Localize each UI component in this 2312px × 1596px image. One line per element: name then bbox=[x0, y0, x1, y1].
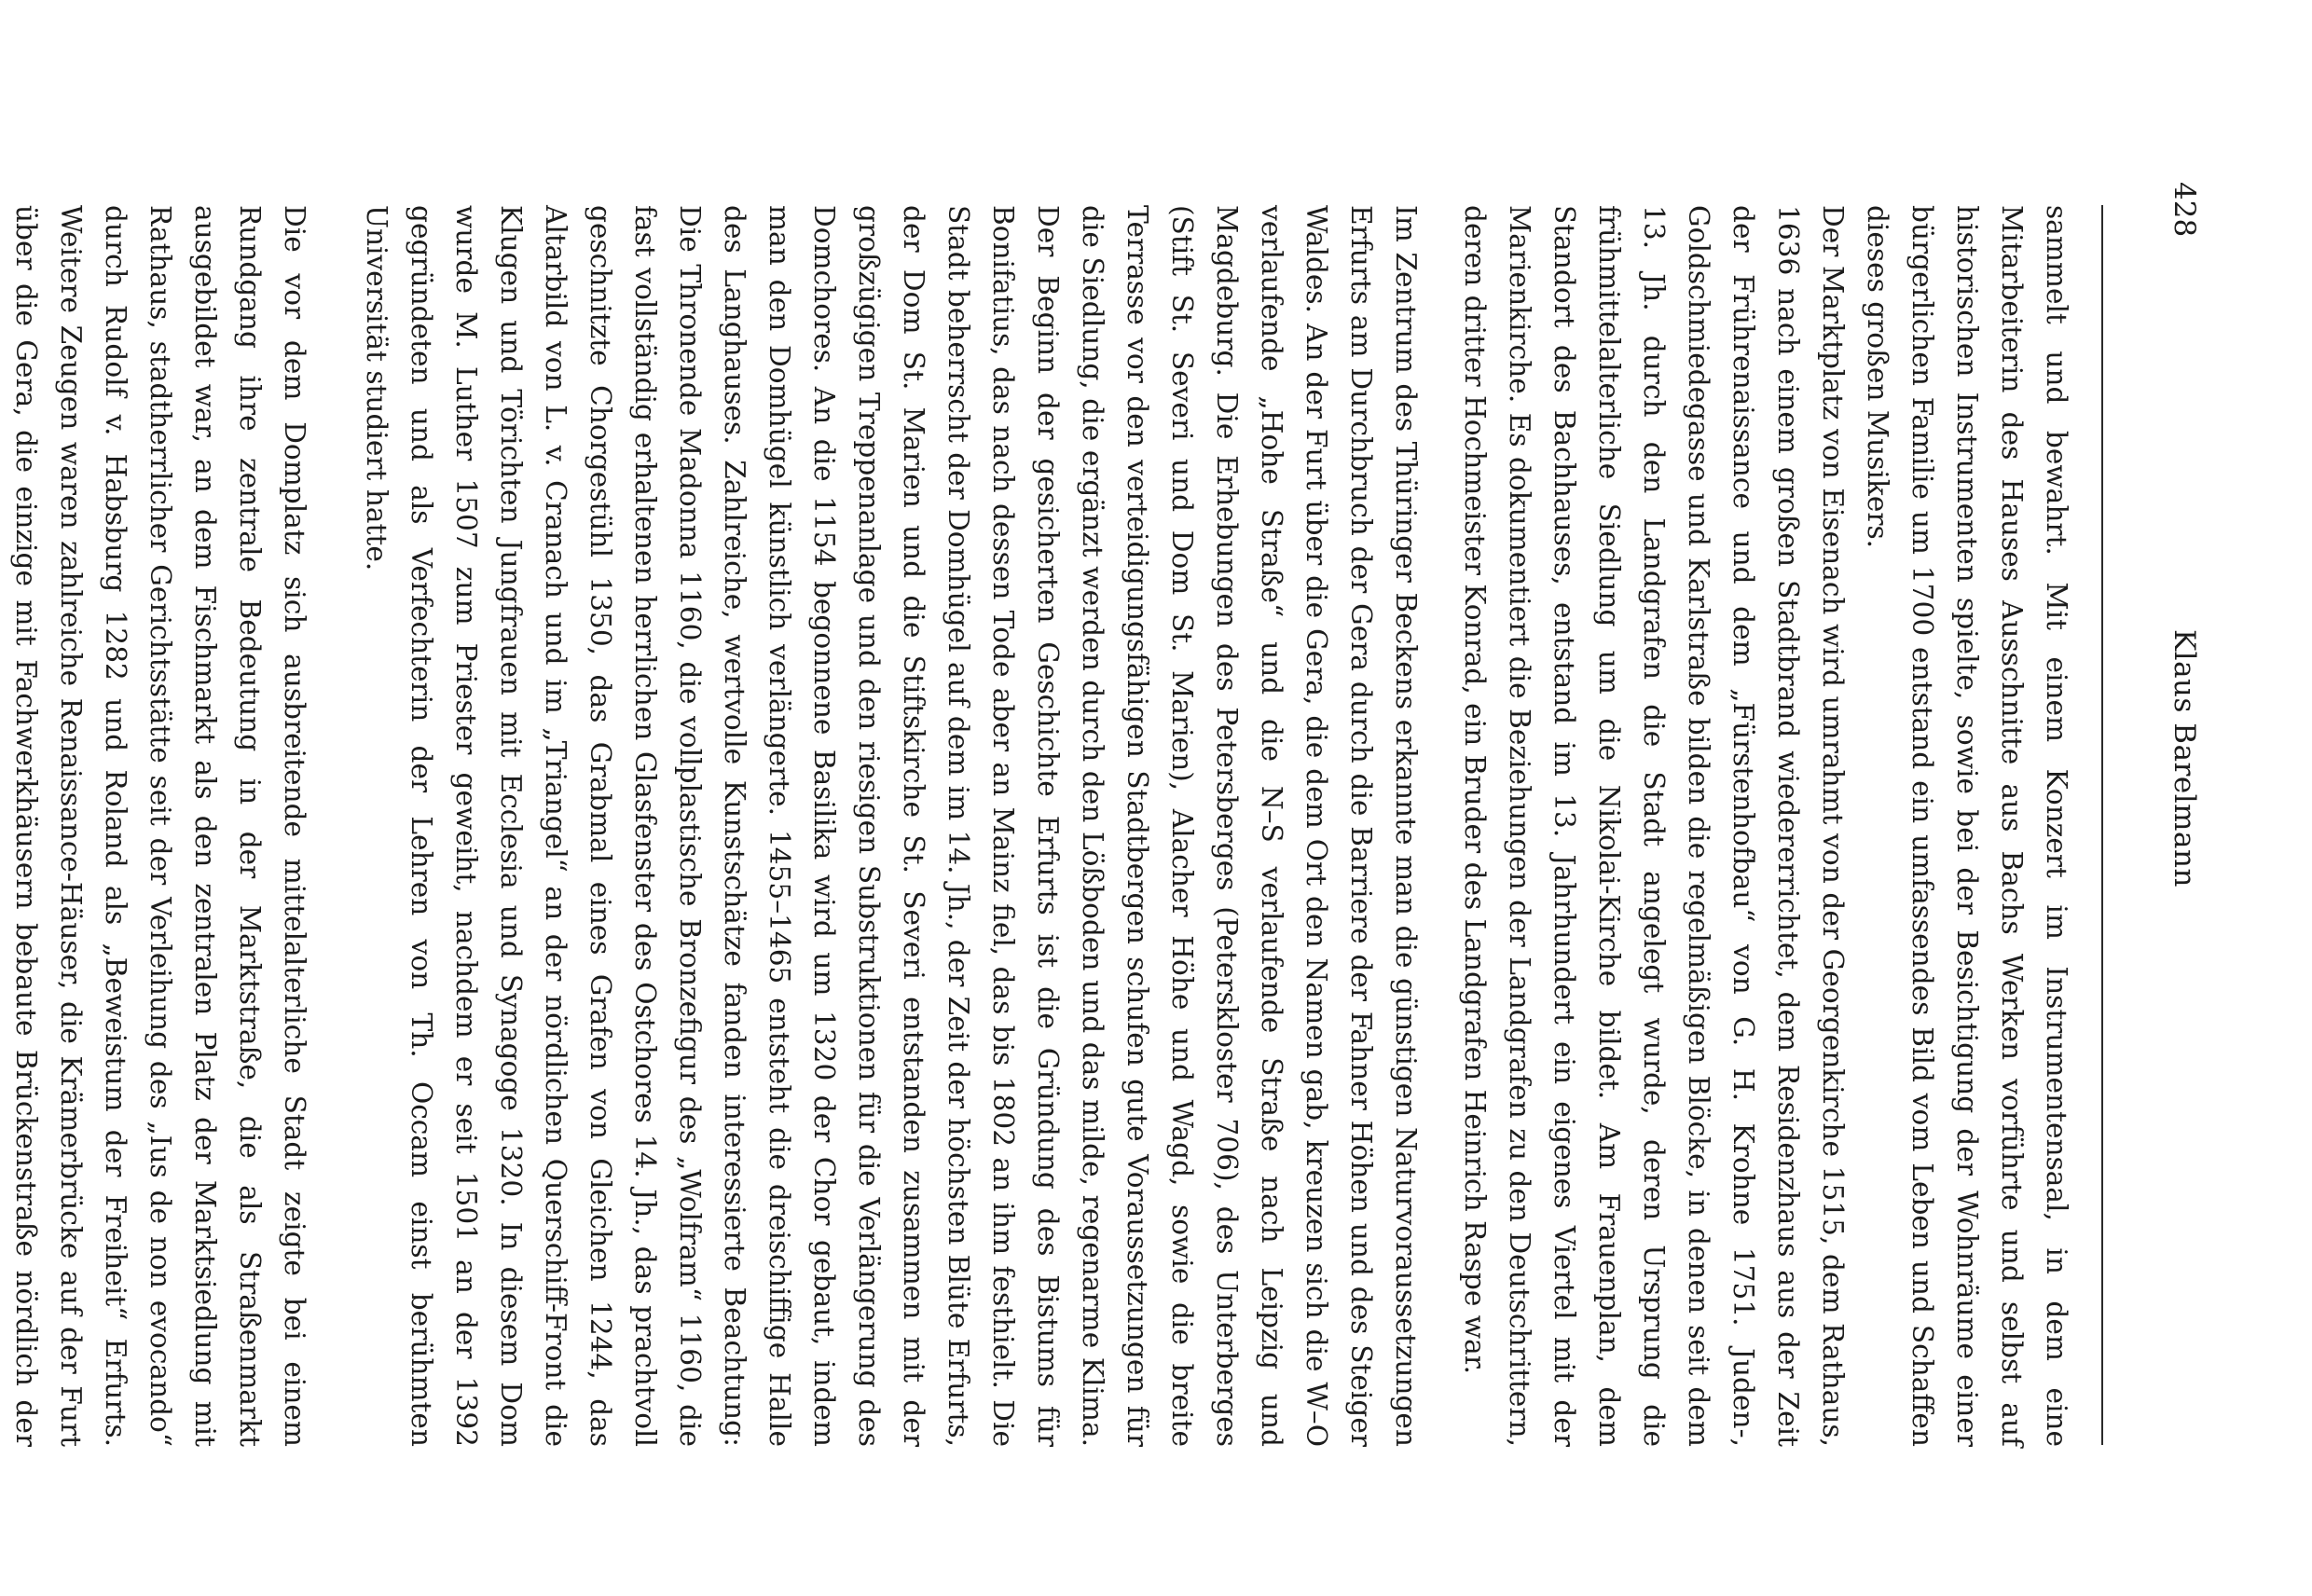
header-rule bbox=[2101, 205, 2103, 1445]
paragraph-erfurt-altstadt: Die vor dem Domplatz sich ausbreitende mittelalterliche Stadt zeigte bei einem Rundgang ihre zentrale Bedeutung in der Marktstraße, die als Straßenmarkt ausgebildet war, an dem Fischmarkt als den zentralen Platz der Marktsiedlung mit Rathaus, stadtherrlicher Gerichtsstätte seit der Verleihung des „Ius de non evocando“ durch Rudolf v. Habsburg 1282 und Roland als „Beweistum der Freiheit“ Erfurts. Weitere Zeugen waren zahlreiche Renaissance-Häuser, die Krämerbrücke auf der Furt über die Gera, die einzige mit Fachwerkhäusern bebaute Brückenstraße nördlich der bbox=[10, 205, 310, 1447]
running-head-author: Klaus Barelmann bbox=[2168, 629, 2201, 887]
page-number: 428 bbox=[2168, 182, 2201, 238]
paragraph-eisenach-marktplatz: Der Marktplatz von Eisenach wird umrahmt von der Georgenkirche 1515, dem Rathaus, 1636 nach einem großen Stadtbrand wiedererrichtet, dem Residenzhaus aus der Zeit der Frührenaissance und dem „Fürstenhofbau“ von G. H. Krohne 1751. Juden-, Goldschmiedegasse und Karlstraße bilden die regelmäßigen Blöcke, in denen seit dem 13. Jh. durch den Landgrafen die Stadt angelegt wurde, deren Ursprung die frühmittelalterliche Siedlung um die Nikolai-Kirche bildet. Am Frauenplan, dem Standort des Bachhauses, entstand im 13. Jahrhundert ein eigenes Viertel mit der Marienkirche. Es dokumentiert die Beziehungen der Landgrafen zu den Deutschrittern, deren dritter Hochmeister Konrad, ein Bruder des Landgrafen Heinrich Raspe war. bbox=[1459, 205, 1849, 1447]
paragraph-erfurt-dom: Im Zentrum des Thüringer Beckens erkannte man die günstigen Naturvoraussetzungen Erfurts am Durchbruch der Gera durch die Barriere der Fahner Höhen und des Steiger Waldes. An der Furt über die Gera, die dem Ort den Namen gab, kreuzen sich die W–O verlaufende „Hohe Straße“ und die N–S verlaufende Straße nach Leipzig und Magdeburg. Die Erhebungen des Petersberges (Peterskloster 706), des Unterberges (Stift St. Severi und Dom St. Marien), Alacher Höhe und Wagd, sowie die breite Terrasse vor den verteidigungsfähigen Stadtbergen schufen gute Voraussetzungen für die Siedlung, die ergänzt werden durch den Lößboden und das milde, regenarme Klima. Der Beginn der gesicherten Geschichte Erfurts ist die Gründung des Bistums für Bonifatius, das nach dessen Tode aber an Mainz fiel, das bis 1802 an ihm festhielt. Die Stadt beherrscht der Domhügel auf dem im 14. Jh., der Zeit der höchsten Blüte Erfurts, der Dom St. Marien und die Stiftskirche St. Severi entstanden zusammen mit der großzügigen Treppenanlage und den riesigen Substruktionen für die Verlängerung des Domchores. An die 1154 begonnene Basilika wird um 1320 der Chor gebaut, indem man den Domhügel künstlich verlängerte. 1455–1465 entsteht die dreischiffige Halle des Langhauses. Zahlreiche, wertvolle Kunstschätze fanden interessierte Beachtung: Die Thronende Madonna 1160, die vollplastische Bronzefigur des „Wolfram“ 1160, die fast vollständig erhaltenen herrlichen Glasfenster des Ostchores 14. Jh., das prachtvoll geschnitzte Chorgestühl 1350, das Grabmal eines Grafen von Gleichen 1244, das Altarbild von L. v. Cranach und im „Triangel“ an der nördlichen Querschiff-Front die Klugen und Törichten Jungfrauen mit Ecclesia und Synagoge 1320. In diesem Dom wurde M. Luther 1507 zum Priester geweiht, nachdem er seit 1501 an der 1392 gegründeten und als Verfechterin der Lehren von Th. Occam einst berühmten Universität studiert hatte. bbox=[361, 205, 1422, 1447]
running-header bbox=[2149, 163, 2205, 1408]
body-text bbox=[0, 205, 2079, 1447]
paragraph-bach-museum: sammelt und bewahrt. Mit einem Konzert im Instrumentensaal, in dem eine Mitarbeiterin des Hauses Ausschnitte aus Bachs Werken vorführte und selbst auf historischen Instrumenten spielte, sowie bei der Besichtigung der Wohnräume einer bürgerlichen Familie um 1700 entstand ein umfassendes Bild vom Leben und Schaffen dieses großen Musikers. bbox=[1862, 205, 2072, 1447]
